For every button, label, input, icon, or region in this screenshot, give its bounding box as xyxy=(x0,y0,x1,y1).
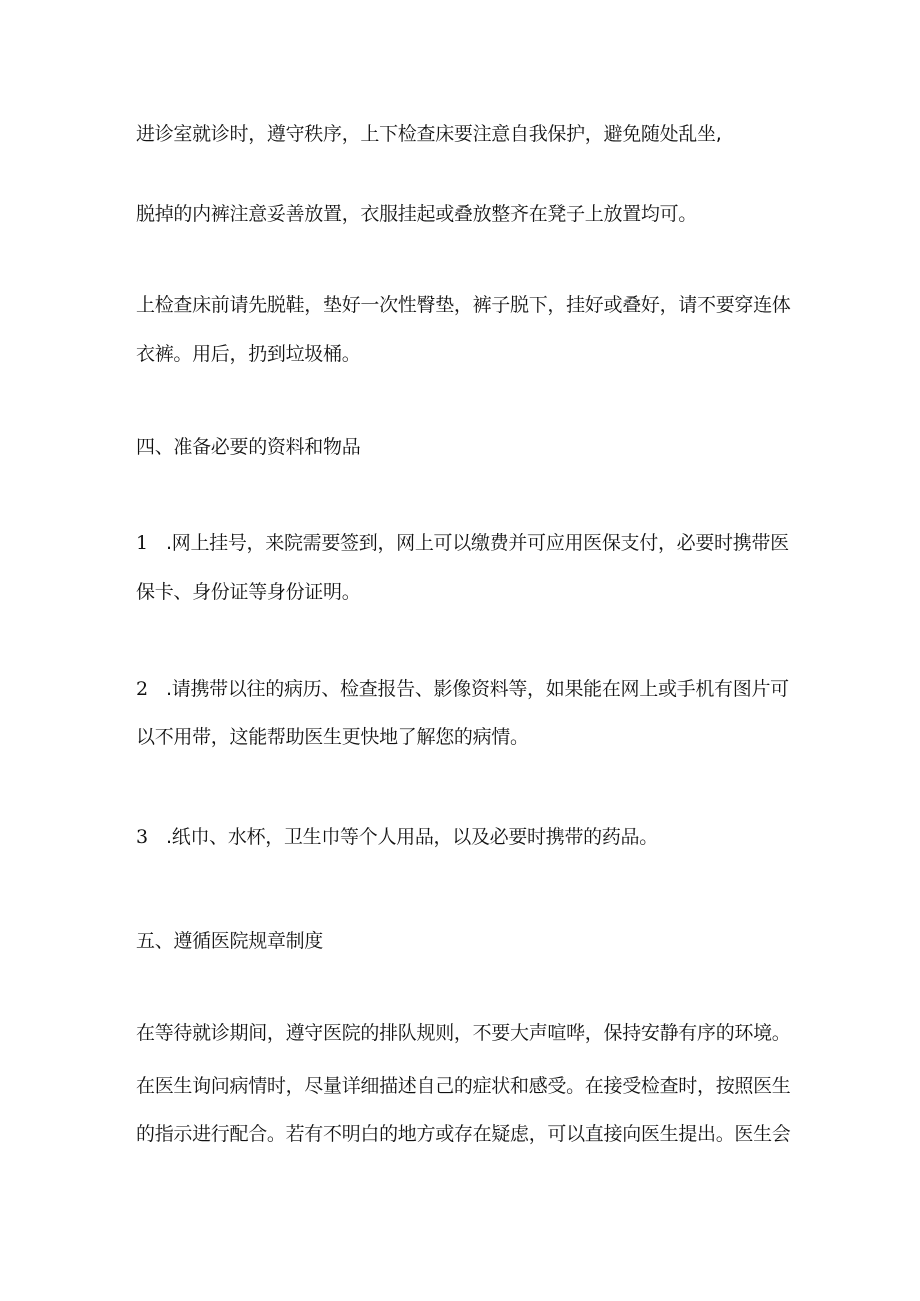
list-item-line: 保卡、身份证等身份证明。 xyxy=(136,581,361,603)
list-item-line xyxy=(136,824,816,850)
list-number: 2 xyxy=(136,678,148,700)
paragraph-line: 脱掉的内裤注意妥善放置，衣服挂起或叠放整齐在凳子上放置均可。 xyxy=(136,203,698,225)
paragraph-line: 的指示进行配合。若有不明白的地方或存在疑虑，可以直接向医生提出。医生会 xyxy=(136,1123,791,1145)
list-number: 3 xyxy=(136,826,148,848)
list-number: 1 xyxy=(136,532,148,554)
section-heading: 四、准备必要的资料和物品 xyxy=(136,436,361,458)
paragraph-line: 上检查床前请先脱鞋，垫好一次性臀垫，裤子脱下，挂好或叠好，请不要穿连体 xyxy=(136,294,791,316)
list-text: .请携带以往的病历、检查报告、影像资料等，如果能在网上或手机有图片可 xyxy=(166,678,789,700)
list-item-line xyxy=(136,676,816,702)
paragraph-line: 在等待就诊期间，遵守医院的排队规则，不要大声喧哗，保持安静有序的环境。 xyxy=(136,1022,791,1044)
list-text: .网上挂号，来院需要签到，网上可以缴费并可应用医保支付，必要时携带医 xyxy=(166,532,789,554)
paragraph-line: 进诊室就诊时，遵守秩序，上下检查床要注意自我保护，避免随处乱坐, xyxy=(136,123,722,145)
paragraph-line: 在医生询问病情时，尽量详细描述自己的症状和感受。在接受检查时，按照医生 xyxy=(136,1075,791,1097)
section-heading: 五、遵循医院规章制度 xyxy=(136,930,324,952)
list-item-line xyxy=(136,530,816,556)
paragraph-line: 衣裤。用后，扔到垃圾桶。 xyxy=(136,343,361,365)
list-item-line: 以不用带，这能帮助医生更快地了解您的病情。 xyxy=(136,726,529,748)
list-text: .纸巾、水杯，卫生巾等个人用品，以及必要时携带的药品。 xyxy=(166,826,658,848)
